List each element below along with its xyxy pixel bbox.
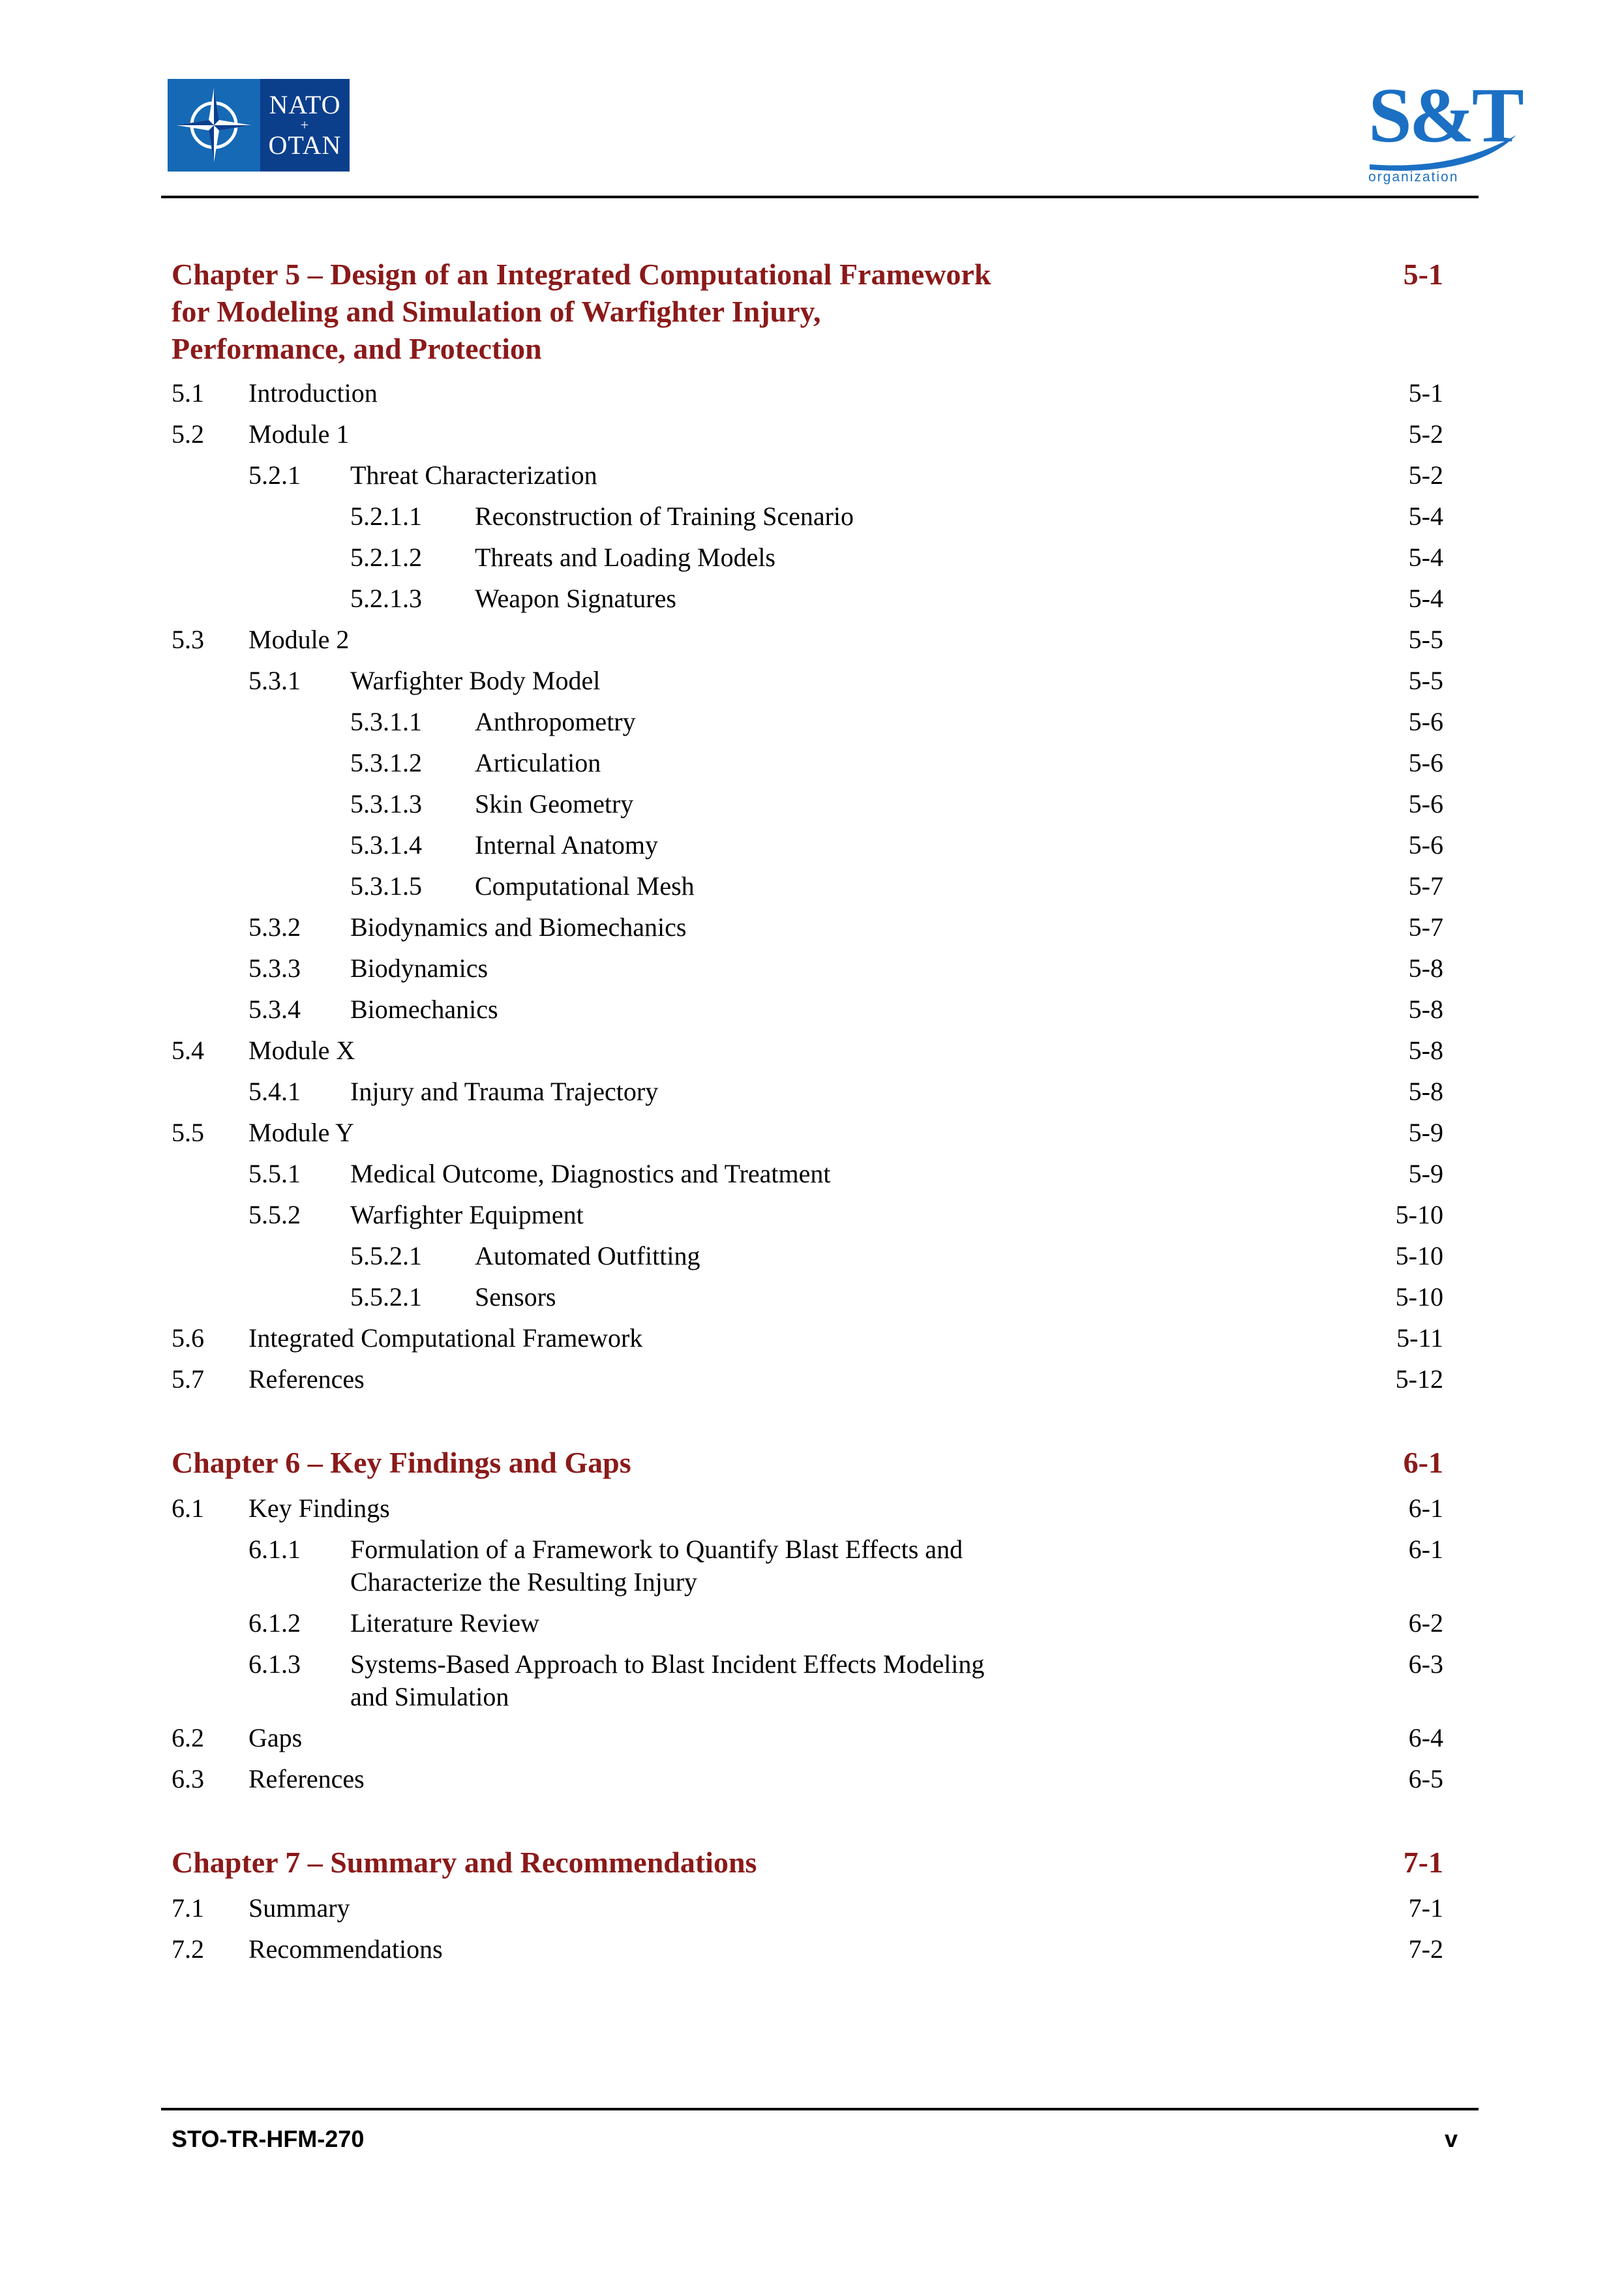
section-number: 5.6 (172, 1323, 204, 1353)
section-number: 5.2.1.1 (350, 502, 422, 531)
section-number: 6.3 (172, 1764, 204, 1793)
section-title: Module 1 (248, 419, 350, 449)
page-number: 5-2 (1408, 419, 1443, 449)
page-number: 5-4 (1408, 543, 1443, 572)
section-number: 5.3 (172, 625, 204, 654)
section-title: Weapon Signatures (475, 584, 676, 613)
header-rule (161, 196, 1479, 198)
st-organization-logo (1357, 73, 1526, 187)
section-title: Biodynamics and Biomechanics (350, 912, 687, 942)
section-title: References (248, 1364, 365, 1394)
otan-word: OTAN (268, 130, 342, 160)
chapter-title: Chapter 5 – Design of an Integrated Computational Framework for Modeling and Simulation of Warfighter Injury, Performance, and Protection (172, 258, 991, 365)
page-number: 5-9 (1408, 1118, 1443, 1147)
page-number: 5-7 (1408, 912, 1443, 942)
section-number: 5.3.1.3 (350, 789, 422, 818)
page-number: 6-2 (1408, 1608, 1443, 1638)
page-number: 5-6 (1408, 707, 1443, 736)
page-number: 5-10 (1395, 1241, 1443, 1270)
page-number: 5-7 (1408, 871, 1443, 901)
section-number: 5.5.2.1 (350, 1282, 422, 1312)
section-title: Key Findings (248, 1493, 390, 1523)
section-title: Injury and Trauma Trajectory (350, 1077, 659, 1106)
section-title: Gaps (248, 1723, 303, 1752)
section-title: Module 2 (248, 625, 350, 654)
nato-word: NATO (269, 90, 341, 119)
page-number: 7-2 (1408, 1934, 1443, 1964)
section-number: 5.5.1 (248, 1159, 301, 1188)
section-number: 5.5 (172, 1118, 204, 1147)
chapter-title: Chapter 7 – Summary and Recommendations (172, 1846, 757, 1879)
section-number: 5.2 (172, 419, 204, 449)
page-number: 5-8 (1408, 995, 1443, 1024)
section-title: Computational Mesh (475, 871, 695, 901)
section-number: 5.2.1.2 (350, 543, 422, 572)
section-title: Threat Characterization (350, 460, 597, 490)
section-title: Module X (248, 1036, 355, 1065)
section-title: Introduction (248, 378, 378, 408)
section-title: Module Y (248, 1118, 354, 1147)
page-number: 5-1 (1408, 378, 1443, 408)
nato-star-icon (168, 79, 260, 172)
page-number: 5-8 (1408, 1036, 1443, 1065)
section-title: Summary (248, 1893, 350, 1923)
section-title: Formulation of a Framework to Quantify Blast Effects and Characterize the Resulting Injury (350, 1535, 963, 1597)
st-subtitle: organization (1368, 170, 1459, 185)
page-number: 6-3 (1408, 1649, 1443, 1679)
section-title: Literature Review (350, 1608, 539, 1638)
page-number: 6-5 (1408, 1764, 1443, 1793)
section-title: Warfighter Equipment (350, 1200, 584, 1229)
page-number: 5-11 (1396, 1323, 1443, 1353)
section-number: 5.5.2 (248, 1200, 301, 1229)
section-number: 5.3.1.4 (350, 830, 422, 860)
page-number: 5-12 (1395, 1364, 1443, 1394)
section-number: 5.4 (172, 1036, 204, 1065)
nato-separator: + (300, 117, 310, 133)
section-title: Skin Geometry (475, 789, 634, 818)
section-title: Sensors (475, 1282, 556, 1312)
section-number: 5.3.1.2 (350, 748, 422, 777)
section-title: Warfighter Body Model (350, 666, 601, 695)
section-number: 7.1 (172, 1893, 204, 1923)
section-title: Biodynamics (350, 953, 489, 983)
page-number: 5-6 (1408, 830, 1443, 860)
section-number: 5.2.1.3 (350, 584, 422, 613)
section-title: Medical Outcome, Diagnostics and Treatment (350, 1159, 831, 1188)
section-title: Systems-Based Approach to Blast Incident Effects Modeling and Simulation (350, 1649, 985, 1711)
page-number: 6-1 (1408, 1493, 1443, 1523)
section-title: Internal Anatomy (475, 830, 659, 860)
page-number: 5-4 (1408, 502, 1443, 531)
page-number: 6-1 (1408, 1535, 1443, 1564)
section-title: Anthropometry (475, 707, 636, 736)
section-title: Articulation (475, 748, 601, 777)
page-number: 5-5 (1408, 625, 1443, 654)
section-number: 5.4.1 (248, 1077, 301, 1106)
nato-otan-logo (168, 79, 350, 172)
page-number: 5-10 (1395, 1200, 1443, 1229)
page-number: 7-1 (1408, 1893, 1443, 1923)
section-number: 6.1.3 (248, 1649, 301, 1679)
chapter-title: Chapter 6 – Key Findings and Gaps (172, 1446, 631, 1479)
section-number: 6.1 (172, 1493, 204, 1523)
st-letters: S&T (1368, 72, 1522, 158)
section-number: 5.1 (172, 378, 204, 408)
page-number: 5-6 (1408, 748, 1443, 777)
page-number: 5-4 (1408, 584, 1443, 613)
section-number: 5.7 (172, 1364, 204, 1394)
page-number: 5-5 (1408, 666, 1443, 695)
chapter-page: 7-1 (1403, 1846, 1443, 1879)
section-title: Threats and Loading Models (475, 543, 775, 572)
section-title: Biomechanics (350, 995, 498, 1024)
section-number: 5.3.1.1 (350, 707, 422, 736)
document-id: STO-TR-HFM-270 (172, 2125, 365, 2152)
footer-rule (161, 2108, 1479, 2110)
section-number: 6.1.2 (248, 1608, 301, 1638)
section-title: Integrated Computational Framework (248, 1323, 643, 1353)
section-number: 5.3.1.5 (350, 871, 422, 901)
section-title: References (248, 1764, 365, 1793)
page-number-footer: v (1445, 2125, 1458, 2152)
page-number: 5-10 (1395, 1282, 1443, 1312)
page-number: 5-2 (1408, 460, 1443, 490)
section-title: Automated Outfitting (475, 1241, 700, 1270)
section-number: 7.2 (172, 1934, 204, 1964)
page-number: 6-4 (1408, 1723, 1443, 1752)
section-title: Recommendations (248, 1934, 443, 1964)
section-number: 6.2 (172, 1723, 204, 1752)
chapter-page: 6-1 (1403, 1446, 1443, 1479)
page-number: 5-8 (1408, 953, 1443, 983)
chapter-page: 5-1 (1403, 258, 1443, 291)
section-title: Reconstruction of Training Scenario (475, 502, 854, 531)
section-number: 5.3.2 (248, 912, 301, 942)
section-number: 5.5.2.1 (350, 1241, 422, 1270)
page-number: 5-8 (1408, 1077, 1443, 1106)
section-number: 5.2.1 (248, 460, 301, 490)
section-number: 5.3.4 (248, 995, 301, 1024)
page-number: 5-6 (1408, 789, 1443, 818)
section-number: 6.1.1 (248, 1535, 301, 1564)
section-number: 5.3.1 (248, 666, 301, 695)
section-number: 5.3.3 (248, 953, 301, 983)
page-number: 5-9 (1408, 1159, 1443, 1188)
